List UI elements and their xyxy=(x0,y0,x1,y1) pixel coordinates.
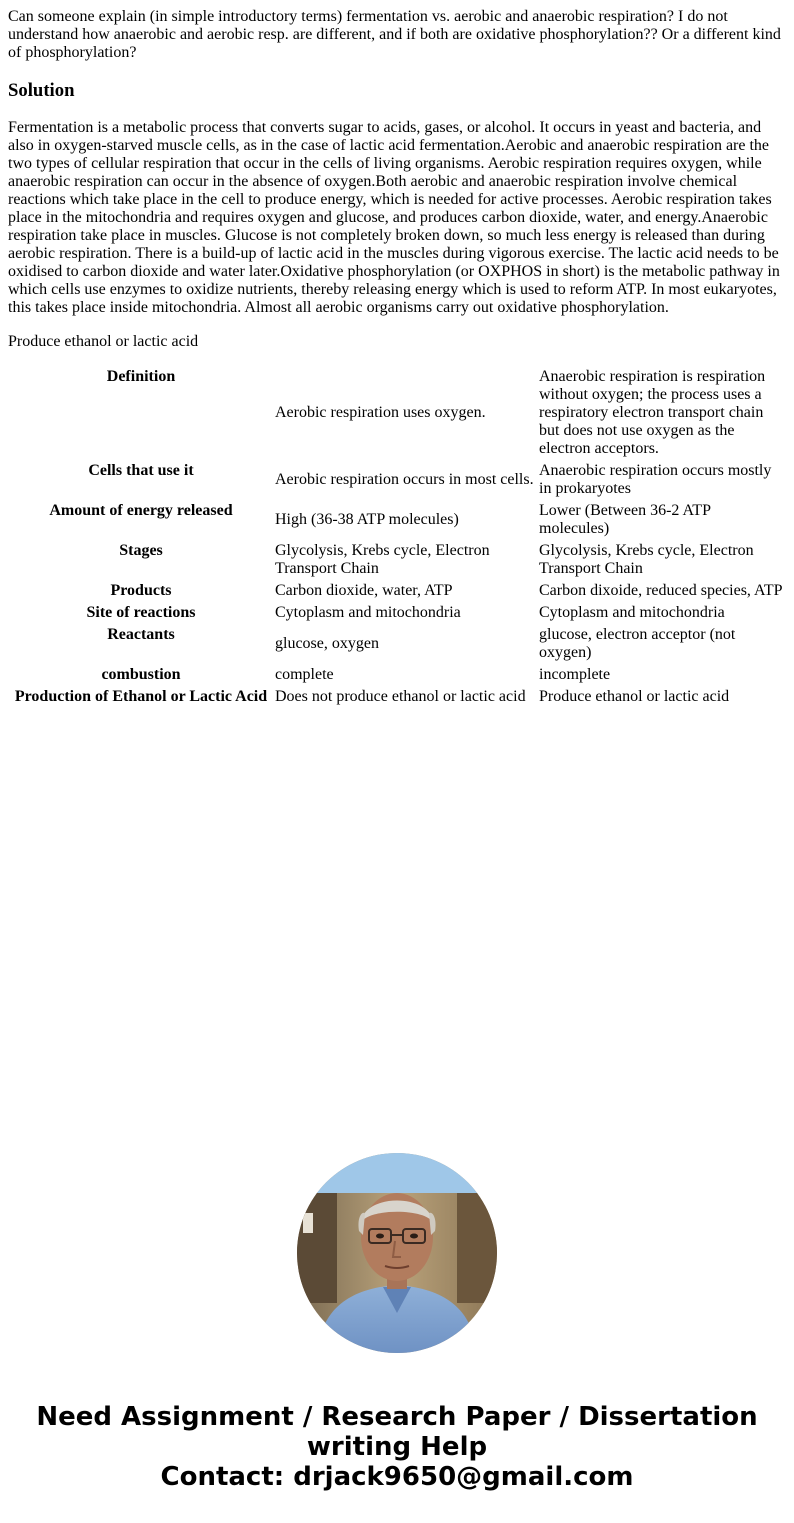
row-label: Stages xyxy=(119,542,163,559)
row-label: Amount of energy released xyxy=(49,502,233,519)
aerobic-cell: Aerobic respiration occurs in most cells. xyxy=(275,471,534,488)
aerobic-cell: High (36-38 ATP molecules) xyxy=(275,511,459,528)
document-body xyxy=(8,8,786,709)
table-row xyxy=(10,665,784,685)
anaerobic-cell: Glycolysis, Krebs cycle, Electron Transport Chain xyxy=(539,542,754,577)
comparison-table xyxy=(8,365,786,709)
row-label: Site of reactions xyxy=(86,604,196,621)
aerobic-cell: Carbon dioxide, water, ATP xyxy=(275,582,453,599)
aerobic-cell: Does not produce ethanol or lactic acid xyxy=(275,688,526,705)
anaerobic-cell: glucose, electron acceptor (not oxygen) xyxy=(539,626,736,661)
aerobic-cell: glucose, oxygen xyxy=(275,635,379,652)
anaerobic-cell: Cytoplasm and mitochondria xyxy=(539,604,725,621)
anaerobic-cell: Carbon dixoide, reduced species, ATP xyxy=(539,582,783,599)
table-row xyxy=(10,581,784,601)
table-row xyxy=(10,541,784,579)
aerobic-cell: complete xyxy=(275,666,334,683)
aerobic-cell: Glycolysis, Krebs cycle, Electron Transport Chain xyxy=(275,542,490,577)
promo-line-1: Need Assignment / Research Paper / Dissertation writing Help xyxy=(36,1402,758,1462)
row-label: Cells that use it xyxy=(88,462,194,479)
table-row xyxy=(10,687,784,707)
row-label: combustion xyxy=(101,666,181,683)
table-row xyxy=(10,501,784,539)
aerobic-cell: Aerobic respiration uses oxygen. xyxy=(275,404,486,421)
anaerobic-cell: Lower (Between 36-2 ATP molecules) xyxy=(539,502,711,537)
answer-text: Fermentation is a metabolic process that converts sugar to acids, gases, or alcohol. It occurs in yeast and bacteria, and also in oxygen-starved muscle cells, as in the case of lactic acid fermentation.Aerobic and anaerobic respiration are the two types of cellular respiration that occur in the cells of living organisms. Aerobic respiration requires oxygen, while anaerobic respiration can occur in the absence of oxygen.Both aerobic and anaerobic respiration involve chemical reactions which take place in the cell to produce energy, which is needed for active processes. Aerobic respiration takes place in the mitochondria and requires oxygen and glucose, and produces carbon dioxide, water, and energy.Anaerobic respiration take place in muscles. Glucose is not completely broken down, so much less energy is released than during aerobic respiration. There is a build-up of lactic acid in the muscles during vigorous exercise. The lactic acid needs to be oxidised to carbon dioxide and water later.Oxidative phosphorylation (or OXPHOS in short) is the metabolic pathway in which cells use enzymes to oxidize nutrients, thereby releasing energy which is used to reform ATP. In most eukaryotes, this takes place inside mitochondria. Almost all aerobic organisms carry out oxidative phosphorylation. xyxy=(8,119,780,316)
aerobic-cell: Cytoplasm and mitochondria xyxy=(275,604,461,621)
promo-contact[interactable]: Contact: drjack9650@gmail.com xyxy=(160,1462,634,1492)
row-label: Production of Ethanol or Lactic Acid xyxy=(14,688,268,705)
anaerobic-cell: Anaerobic respiration is respiration without oxygen; the process uses a respiratory electron transport chain but does not use oxygen as the electron acceptors. xyxy=(539,368,766,457)
row-label: Definition xyxy=(106,368,176,385)
question-text: Can someone explain (in simple introductory terms) fermentation vs. aerobic and anaerobic respiration? I do not understand how anaerobic and aerobic resp. are different, and if both are oxidative phosphorylation?? Or a different kind of phosphorylation? xyxy=(8,8,781,61)
table-row xyxy=(10,461,784,499)
table-row xyxy=(10,625,784,663)
anaerobic-cell: Produce ethanol or lactic acid xyxy=(539,688,730,705)
anaerobic-cell: incomplete xyxy=(539,666,611,683)
row-label: Reactants xyxy=(107,626,175,643)
table-row xyxy=(10,603,784,623)
profile-photo xyxy=(297,1153,497,1353)
anaerobic-cell: Anaerobic respiration occurs mostly in prokaryotes xyxy=(539,462,772,497)
solution-heading: Solution xyxy=(8,80,75,101)
row-label: Products xyxy=(110,582,172,599)
table-row xyxy=(10,367,784,459)
note-text: Produce ethanol or lactic acid xyxy=(8,333,199,350)
profile-photo-illustration xyxy=(297,1153,497,1353)
promo-banner xyxy=(0,1402,794,1492)
